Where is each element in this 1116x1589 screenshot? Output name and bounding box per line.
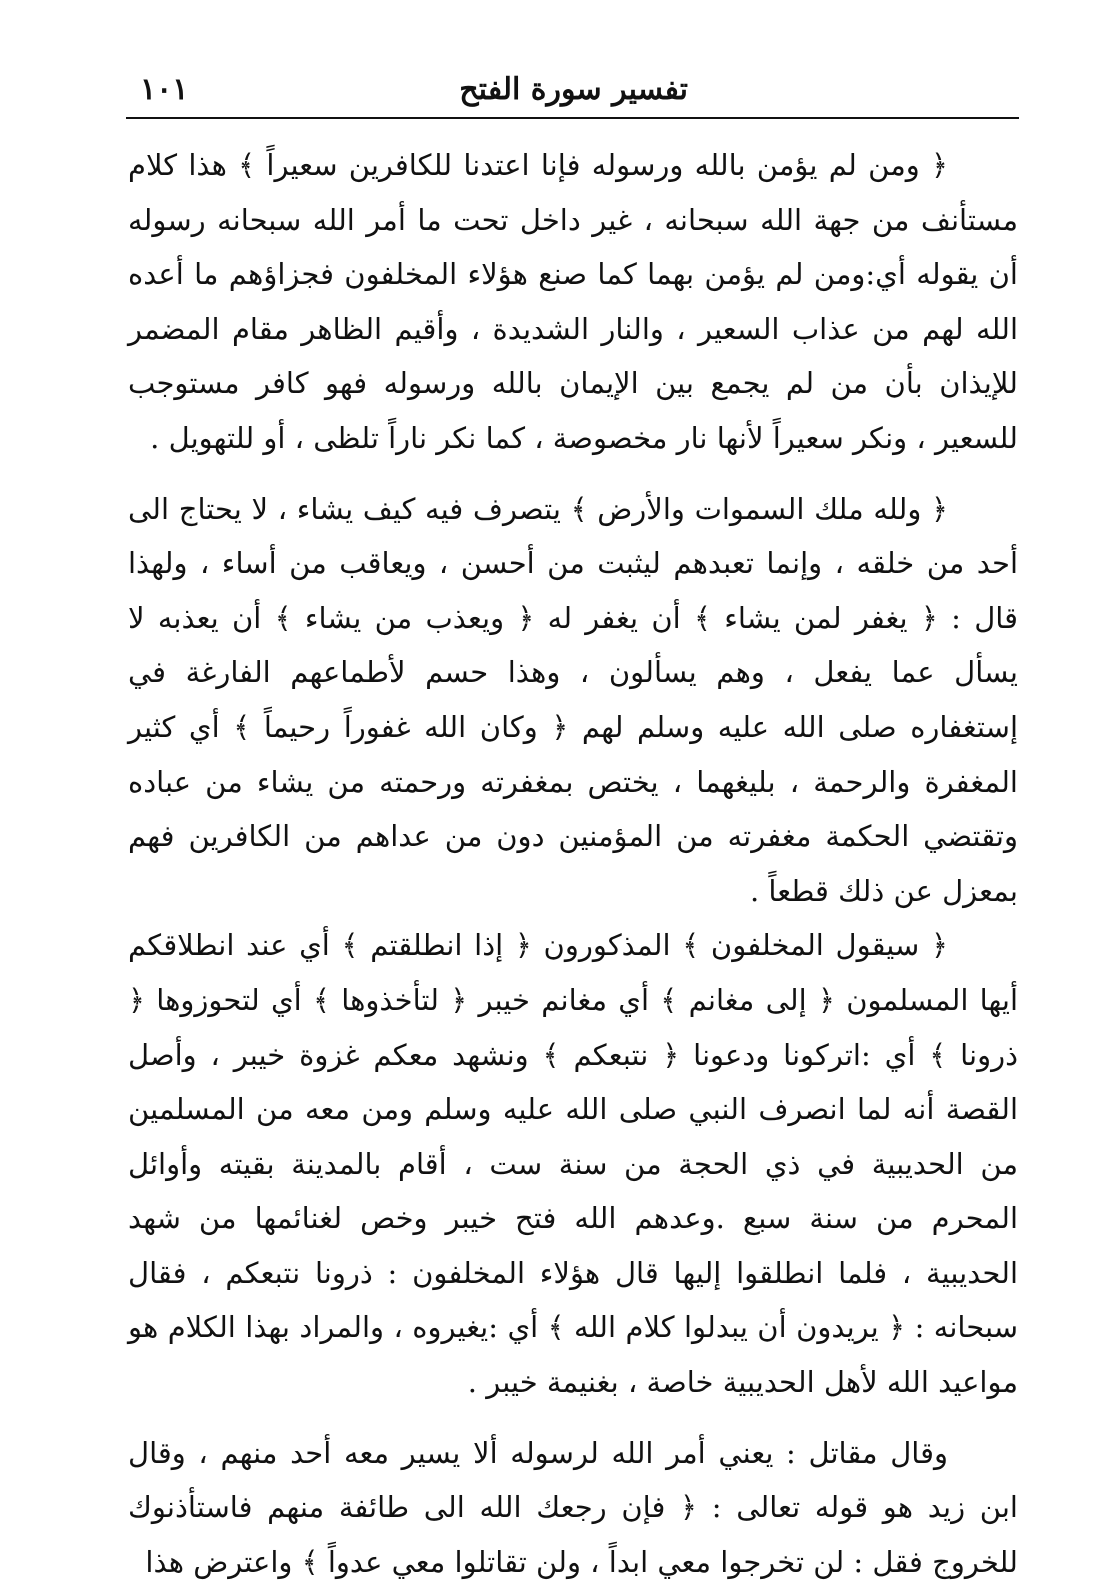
running-title: تفسير سورة الفتح [459, 72, 688, 107]
paragraph-1: ﴿ ومن لم يؤمن بالله ورسوله فإنا اعتدنا للكافرين سعيراً ﴾ هذا كلام مستأنف من جهة الله سبحانه ، غير داخل تحت ما أمر الله سبحانه رسوله أن يقوله أي:ومن لم يؤمن بهما كما صنع هؤلاء المخلفون فجزاؤهم ما أعده الله لهم من عذاب السعير ، والنار الشديدة ، وأقيم الظاهر مقام المضمر للإيذان بأن من لم يجمع بين الإيمان بالله ورسوله فهو كافر مستوجب للسعير ، ونكر سعيراً لأنها نار مخصوصة ، كما نكر ناراً تلظى ، أو للتهويل . [128, 148, 1019, 455]
paragraph-4: وقال مقاتل : يعني أمر الله لرسوله ألا يسير معه أحد منهم ، وقال ابن زيد هو قوله تعالى : ﴿ فإن رجعك الله الى طائفة منهم فاستأذنوك للخروج فقل : لن تخرجوا معي ابداً ، ولن تقاتلوا معي عدواً ﴾ واعترض هذا [128, 1435, 1018, 1579]
paragraph-2: ﴿ ولله ملك السموات والأرض ﴾ يتصرف فيه كيف يشاء ، لا يحتاج الى أحد من خلقه ، وإنما تعبدهم ليثبت من أحسن ، ويعاقب من أساء ، ولهذا قال : ﴿ يغفر لمن يشاء ﴾ أن يغفر له ﴿ ويعذب من يشاء ﴾ أن يعذبه لا يسأل عما يفعل ، وهم يسألون ، وهذا حسم لأطماعهم الفارغة في إستغفاره صلى الله عليه وسلم لهم ﴿ وكان الله غفوراً رحيماً ﴾ أي كثير المغفرة والرحمة ، بليغهما ، يختص بمغفرته ورحمته من يشاء من عباده وتقتضي الحكمة مغفرته من المؤمنين دون من عداهم من الكافرين فهم بمعزل عن ذلك قطعاً . [128, 491, 1018, 908]
body-text [128, 138, 1018, 1589]
page-number: ١٠١ [140, 72, 189, 107]
header-rule [126, 117, 1019, 119]
page-header [128, 66, 1018, 116]
paragraph-3: ﴿ سيقول المخلفون ﴾ المذكورون ﴿ إذا انطلقتم ﴾ أي عند انطلاقكم أيها المسلمون ﴿ إلى مغانم ﴾ أي مغانم خيبر ﴿ لتأخذوها ﴾ أي لتحوزوها ﴿ ذرونا ﴾ أي :اتركونا ودعونا ﴿ نتبعكم ﴾ ونشهد معكم غزوة خيبر ، وأصل القصة أنه لما انصرف النبي صلى الله عليه وسلم ومن معه من المسلمين من الحديبية في ذي الحجة من سنة ست ، أقام بالمدينة بقيته وأوائل المحرم من سنة سبع .وعدهم الله فتح خيبر وخص لغنائمها من شهد الحديبية ، فلما انطلقوا إليها قال هؤلاء المخلفون : ذرونا نتبعكم ، فقال سبحانه : ﴿ يريدون أن يبدلوا كلام الله ﴾ أي :يغيروه ، والمراد بهذا الكلام هو مواعيد الله لأهل الحديبية خاصة ، بغنيمة خيبر . [128, 928, 1018, 1400]
